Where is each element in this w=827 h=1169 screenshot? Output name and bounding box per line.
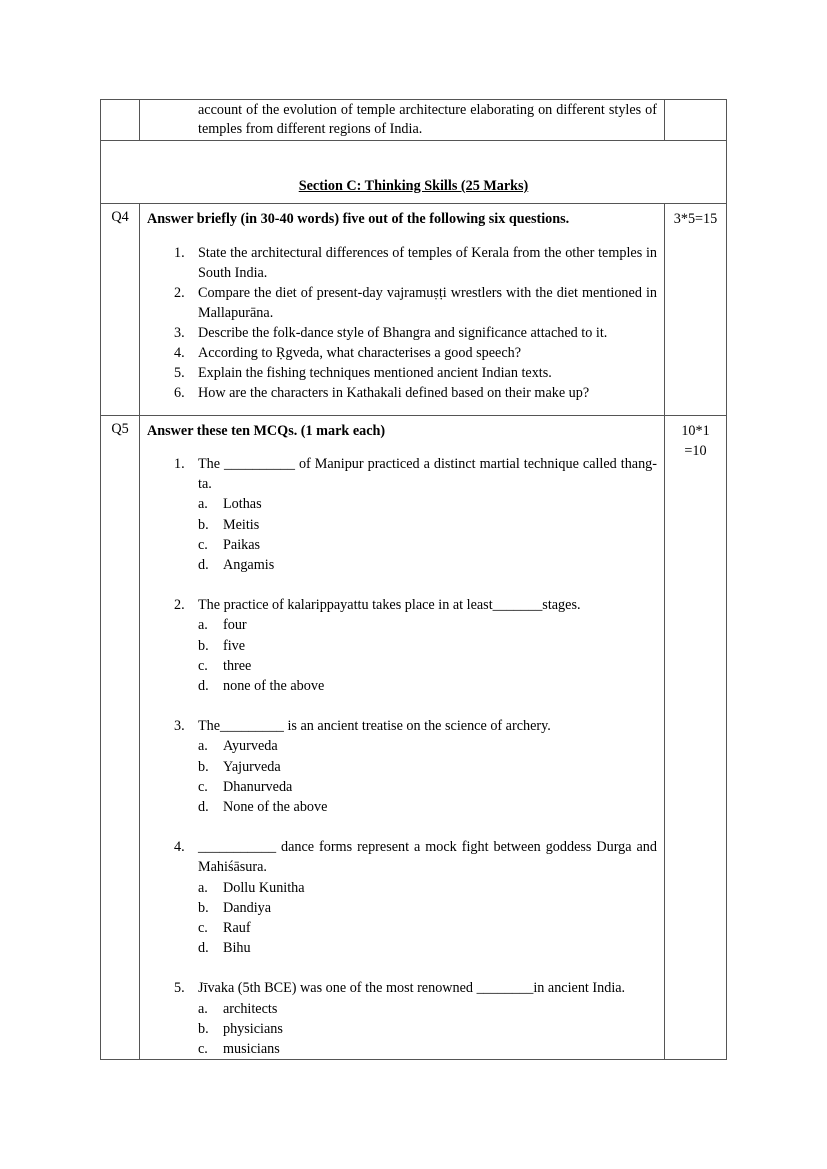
mcq-option-text: five: [223, 637, 246, 654]
mcq-option-text: Bihu: [223, 940, 251, 957]
mcq-option-letter: c.: [198, 536, 208, 553]
mcq-option-letter: b.: [198, 758, 209, 775]
q4-item-text: State the architectural differences of temples of Kerala from the other temples in South India.: [198, 245, 657, 281]
q4-item: [147, 343, 657, 363]
continuation-text: account of the evolution of temple architecture elaborating on different styles of temples from different regions of India.: [140, 100, 665, 141]
mcq-option-text: Rauf: [223, 920, 251, 937]
mcq-option-letter: a.: [198, 879, 208, 896]
q4-heading: Answer briefly (in 30-40 words) five out of the following six questions.: [147, 211, 570, 227]
exam-question-table: [100, 99, 727, 1060]
q5-marks-line1: 10*1: [681, 423, 710, 439]
mcq-question-text: The __________ of Manipur practiced a distinct martial technique called thang-ta.: [198, 456, 657, 493]
mcq-option-text: Dandiya: [223, 899, 272, 916]
mcq-question: [147, 837, 657, 877]
q4-item-number: 1.: [174, 245, 185, 261]
mcq-option: [147, 494, 657, 514]
mcq-question: [147, 716, 657, 736]
q5-marks-line2: =10: [684, 443, 707, 459]
mcq-option-letter: d.: [198, 940, 209, 957]
mcq-option-letter: d.: [198, 678, 209, 695]
mcq-option: [147, 676, 657, 696]
mcq-option-text: Angamis: [223, 557, 275, 574]
mcq-option-text: Dhanurveda: [223, 778, 293, 795]
mcq-option-letter: c.: [198, 1041, 208, 1058]
mcq-option-text: Yajurveda: [223, 758, 281, 775]
mcq-option-text: architects: [223, 1000, 278, 1017]
q4-item: [147, 283, 657, 323]
q4-item-number: 6.: [174, 385, 185, 401]
mcq-number: 5.: [174, 980, 185, 997]
q5-number: Q5: [101, 416, 140, 1060]
mcq-question-text: ___________ dance forms represent a mock fight between goddess Durga and Mahiśāsura.: [198, 839, 657, 876]
mcq-block: [147, 454, 657, 575]
mcq-option-text: musicians: [223, 1041, 280, 1058]
mcq-option-letter: b.: [198, 516, 209, 533]
mcq-option-text: Ayurveda: [223, 738, 278, 755]
continuation-qno-cell: [101, 100, 140, 141]
mcq-option: [147, 615, 657, 635]
q4-item-text: Describe the folk-dance style of Bhangra and significance attached to it.: [198, 325, 608, 341]
q4-item-text: Explain the fishing techniques mentioned ancient Indian texts.: [198, 365, 552, 381]
mcq-option-text: Lothas: [223, 496, 262, 513]
q5-body: [140, 416, 665, 1060]
mcq-option: [147, 938, 657, 958]
mcq-question: [147, 454, 657, 494]
q5-heading: Answer these ten MCQs. (1 mark each): [147, 423, 386, 439]
q4-item: [147, 243, 657, 283]
mcq-option-letter: b.: [198, 899, 209, 916]
q5-mcq-list: [147, 454, 657, 1059]
mcq-option: [147, 515, 657, 535]
mcq-option-letter: b.: [198, 1020, 209, 1037]
mcq-option-letter: a.: [198, 617, 208, 634]
mcq-number: 4.: [174, 839, 185, 856]
continuation-row: [101, 100, 727, 141]
continuation-marks-cell: [665, 100, 727, 141]
mcq-option: [147, 555, 657, 575]
q4-item: [147, 363, 657, 383]
q4-item-number: 3.: [174, 325, 185, 341]
q4-item: [147, 323, 657, 343]
mcq-option-text: Dollu Kunitha: [223, 879, 305, 896]
mcq-number: 3.: [174, 718, 185, 735]
mcq-option: [147, 1039, 657, 1059]
mcq-option-text: None of the above: [223, 799, 328, 816]
q4-body: [140, 204, 665, 416]
mcq-option: [147, 535, 657, 555]
mcq-option: [147, 999, 657, 1019]
mcq-question-text: The_________ is an ancient treatise on the science of archery.: [198, 718, 551, 735]
section-title: Section C: Thinking Skills (25 Marks): [298, 178, 529, 194]
mcq-option: [147, 636, 657, 656]
q4-question-list: [147, 243, 657, 403]
mcq-number: 1.: [174, 456, 185, 472]
q4-item: [147, 383, 657, 403]
q5-row: [101, 416, 727, 1060]
q4-item-number: 2.: [174, 285, 185, 301]
q5-marks: [665, 416, 727, 1060]
mcq-option-letter: c.: [198, 657, 208, 674]
mcq-question: [147, 978, 657, 998]
mcq-option-text: Paikas: [223, 536, 261, 553]
mcq-option-letter: d.: [198, 557, 209, 574]
q4-item-number: 5.: [174, 365, 185, 381]
mcq-option: [147, 797, 657, 817]
mcq-option: [147, 777, 657, 797]
mcq-block: [147, 595, 657, 696]
mcq-option: [147, 757, 657, 777]
mcq-option: [147, 1019, 657, 1039]
section-row: [101, 141, 727, 204]
q4-item-text: Compare the diet of present-day vajramuṣṭi wrestlers with the diet mentioned in Mallapurāna.: [198, 285, 657, 321]
mcq-option-text: none of the above: [223, 678, 325, 695]
mcq-option-letter: a.: [198, 1000, 208, 1017]
mcq-option: [147, 878, 657, 898]
q4-item-text: How are the characters in Kathakali defined based on their make up?: [198, 385, 590, 401]
mcq-option-letter: d.: [198, 799, 209, 816]
q4-row: [101, 204, 727, 416]
mcq-option: [147, 898, 657, 918]
mcq-option-text: Meitis: [223, 516, 260, 533]
mcq-option: [147, 918, 657, 938]
mcq-option-text: three: [223, 657, 252, 674]
mcq-block: [147, 716, 657, 817]
q4-item-text: According to Ṛgveda, what characterises a good speech?: [198, 345, 522, 361]
q4-number: Q4: [101, 204, 140, 416]
mcq-question: [147, 595, 657, 615]
mcq-option: [147, 656, 657, 676]
q4-marks: 3*5=15: [665, 204, 727, 416]
mcq-option-letter: c.: [198, 778, 208, 795]
mcq-option-letter: b.: [198, 637, 209, 654]
mcq-option-text: physicians: [223, 1020, 283, 1037]
mcq-block: [147, 978, 657, 1059]
mcq-question-text: The practice of kalarippayattu takes place in at least_______stages.: [198, 597, 581, 614]
mcq-block: [147, 837, 657, 958]
mcq-question-text: Jīvaka (5th BCE) was one of the most renowned ________in ancient India.: [198, 980, 626, 997]
mcq-option-letter: a.: [198, 738, 208, 755]
mcq-number: 2.: [174, 597, 185, 614]
section-cell: [101, 141, 727, 204]
mcq-option: [147, 736, 657, 756]
q4-item-number: 4.: [174, 345, 185, 361]
mcq-option-text: four: [223, 617, 247, 634]
mcq-option-letter: a.: [198, 496, 208, 513]
mcq-option-letter: c.: [198, 920, 208, 937]
